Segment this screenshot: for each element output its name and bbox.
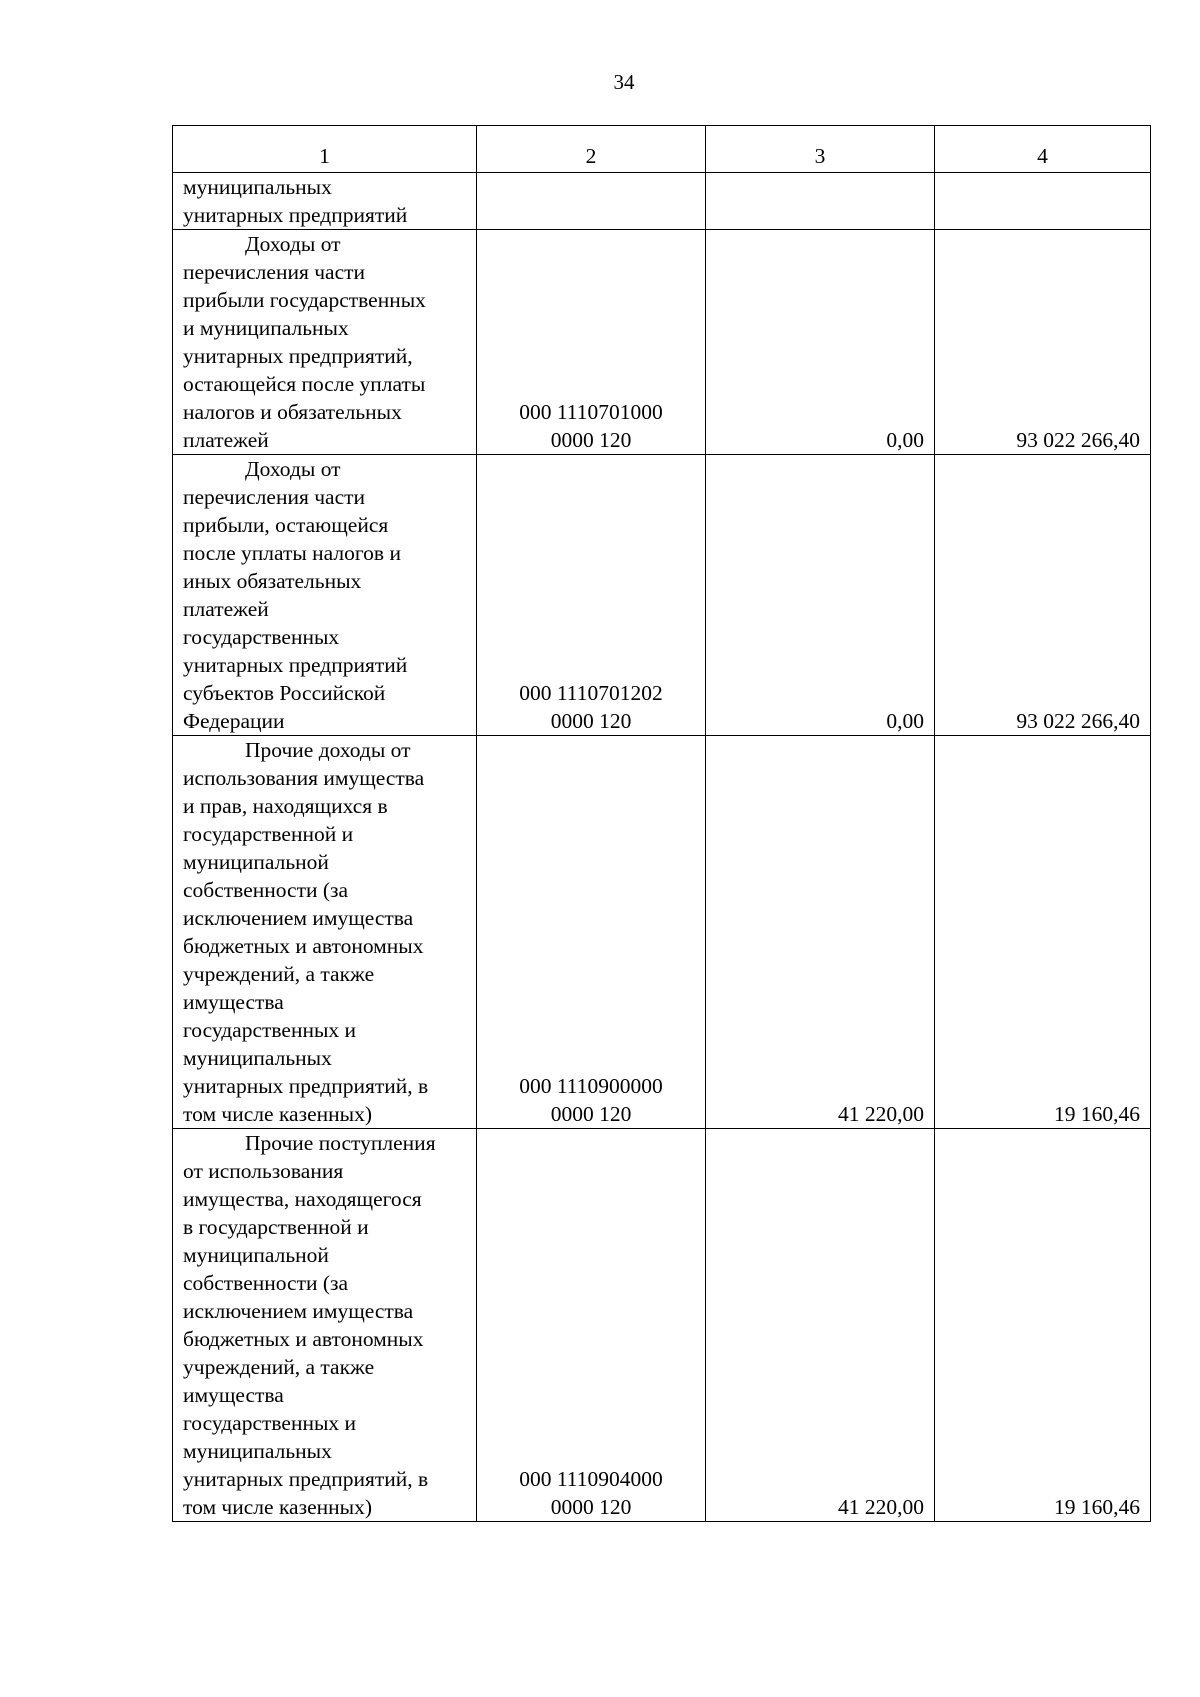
column-header-1: 1 xyxy=(173,126,477,173)
column-3-value: 41 220,00 xyxy=(706,1129,935,1522)
column-3-value: 0,00 xyxy=(706,455,935,736)
table-header-row xyxy=(173,126,1151,173)
column-4-value: 93 022 266,40 xyxy=(935,455,1151,736)
revenue-item-name xyxy=(173,455,477,736)
page-number: 34 xyxy=(613,70,635,94)
revenue-item-name xyxy=(173,1129,477,1522)
column-4-value: 19 160,46 xyxy=(935,736,1151,1129)
column-header-2: 2 xyxy=(477,126,706,173)
column-3-value: 0,00 xyxy=(706,230,935,455)
table-row xyxy=(173,736,1151,1129)
revenue-table xyxy=(172,125,1151,1522)
table-row xyxy=(173,455,1151,736)
column-header-4: 4 xyxy=(935,126,1151,173)
table-row xyxy=(173,173,1151,230)
column-3-value xyxy=(706,173,935,230)
table-body xyxy=(173,173,1151,1522)
budget-classification-code: 000 1110701202 0000 120 xyxy=(477,455,706,736)
budget-classification-code: 000 1110904000 0000 120 xyxy=(477,1129,706,1522)
column-header-3: 3 xyxy=(706,126,935,173)
table-row xyxy=(173,1129,1151,1522)
column-3-value: 41 220,00 xyxy=(706,736,935,1129)
budget-classification-code: 000 1110701000 0000 120 xyxy=(477,230,706,455)
revenue-item-name-text: муниципальных унитарных предприятий xyxy=(183,175,408,227)
column-4-value xyxy=(935,173,1151,230)
revenue-item-name-text: Доходы от перечисления части прибыли государственных и муниципальных унитарных предприятий, остающейся после уплаты налогов и обязательных платежей xyxy=(183,232,426,452)
budget-classification-code xyxy=(477,173,706,230)
column-4-value: 93 022 266,40 xyxy=(935,230,1151,455)
budget-classification-code: 000 1110900000 0000 120 xyxy=(477,736,706,1129)
revenue-item-name-text: Доходы от перечисления части прибыли, остающейся после уплаты налогов и иных обязательных платежей государственных унитарных предприятий субъектов Российской Федерации xyxy=(183,457,408,733)
column-4-value: 19 160,46 xyxy=(935,1129,1151,1522)
revenue-item-name-text: Прочие доходы от использования имущества и прав, находящихся в государственной и муниципальной собственности (за исключением имущества бюджетных и автономных учреждений, а также имущества государственных и муниципальных унитарных предприятий, в том числе казенных) xyxy=(183,738,429,1126)
revenue-item-name xyxy=(173,173,477,230)
revenue-item-name-text: Прочие поступления от использования имущества, находящегося в государственной и муниципальной собственности (за исключением имущества бюджетных и автономных учреждений, а также имущества государственных и муниципальных унитарных предприятий, в том числе казенных) xyxy=(183,1131,436,1519)
revenue-item-name xyxy=(173,736,477,1129)
revenue-item-name xyxy=(173,230,477,455)
table-row xyxy=(173,230,1151,455)
